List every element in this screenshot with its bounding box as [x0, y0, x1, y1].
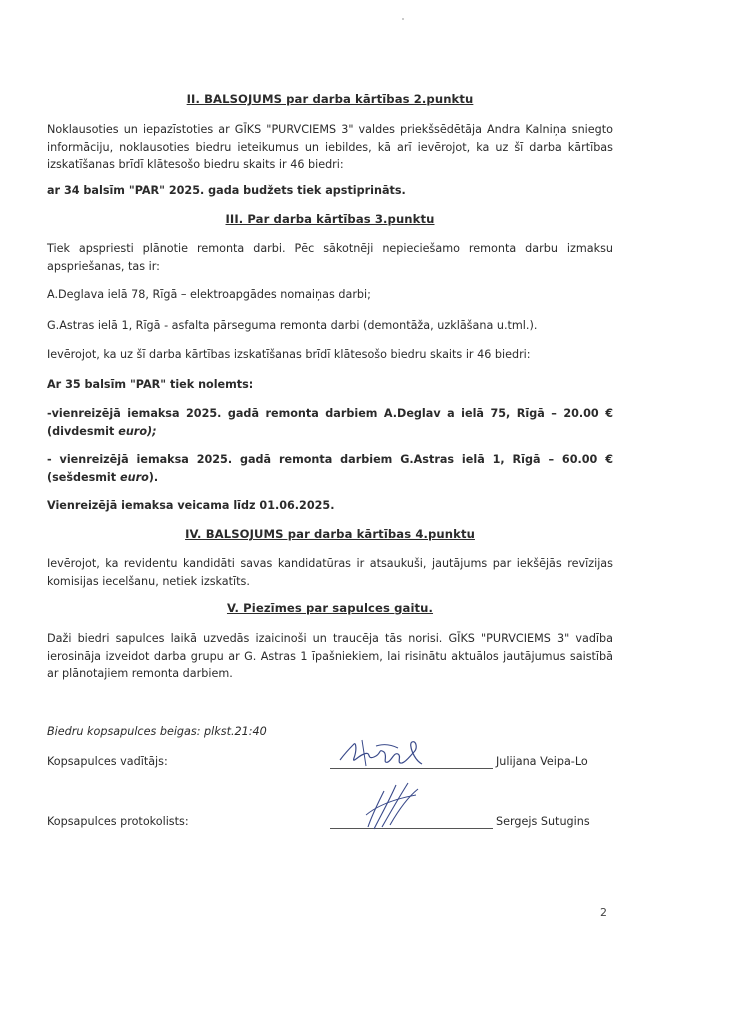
secretary-name: Sergejs Sutugins: [496, 815, 590, 828]
scan-speck: [402, 18, 404, 20]
meeting-end-time: Biedru kopsapulces beigas: plkst.21:40: [47, 725, 267, 738]
chair-label: Kopsapulces vadītājs:: [47, 755, 168, 768]
section-3-paragraph-2: Ievērojot, ka uz šī darba kārtības izskatīšanas brīdī klātesošo biedru skaits ir 46 biedri:: [47, 348, 531, 361]
section-3-decision: Ar 35 balsīm "PAR" tiek nolemts:: [47, 378, 254, 391]
section-5-paragraph: Daži biedri sapulces laikā uzvedās izaicinoši un traucēja tās norisi. GĪKS "PURVCIEMS 3" vadība ierosināja izveidot darba grupu ar G. Astras 1 īpašniekiem, lai risinātu aktuālos jautājumus saistībā ar plānotajiem remonta darbiem.: [47, 632, 613, 680]
section-3-deadline: Vienreizējā iemaksa veicama līdz 01.06.2025.: [47, 499, 335, 512]
payment-1-currency: euro);: [118, 424, 157, 438]
section-4-paragraph: Ievērojot, ka revidentu kandidāti savas kandidatūras ir atsaukuši, jautājums par iekšējās revīzijas komisijas iecelšanu, netiek izskatīts.: [47, 557, 613, 588]
section-2-heading: II. BALSOJUMS par darba kārtības 2.punktu: [186, 92, 474, 106]
section-2-paragraph: Noklausoties un iepazīstoties ar GĪKS "PURVCIEMS 3" valdes priekšsēdētāja Andra Kalniņa sniegto informāciju, noklausoties biedru ieteikumus un iebildes, kā arī ievērojot, ka uz šī darba kārtības izskatīšanas brīdī klātesošo biedru skaits ir 46 biedri:: [47, 123, 613, 171]
chair-signature: [332, 730, 442, 775]
section-3-heading: III. Par darba kārtības 3.punktu: [225, 212, 435, 226]
secretary-label: Kopsapulces protokolists:: [47, 815, 189, 828]
section-4-heading: IV. BALSOJUMS par darba kārtības 4.punktu: [185, 527, 475, 541]
chair-name: Julijana Veipa-Lo: [496, 755, 588, 768]
section-2-decision: ar 34 balsīm "PAR" 2025. gada budžets tiek apstiprināts.: [47, 184, 406, 197]
payment-2-end: ).: [148, 470, 159, 484]
payment-2-text: - vienreizējā iemaksa 2025. gadā remonta darbiem G.Astras ielā 1, Rīgā – 60.00 € (sešdesmit: [47, 453, 613, 484]
page-number: 2: [600, 906, 607, 919]
section-3-paragraph: Tiek apspriesti plānotie remonta darbi. Pēc sākotnēji nepieciešamo remonta darbu izmaksu apspriešanas, tas ir:: [47, 242, 613, 273]
section-5-heading: V. Piezīmes par sapulces gaitu.: [226, 601, 434, 615]
section-3-payment-2: [47, 451, 613, 486]
section-3-item-2: G.Astras ielā 1, Rīgā - asfalta pārseguma remonta darbi (demontāža, uzklāšana u.tml.).: [47, 319, 538, 332]
section-3-payment-1: [47, 405, 613, 440]
secretary-signature: [358, 775, 428, 835]
payment-1-text: -vienreizējā iemaksa 2025. gadā remonta darbiem A.Deglav a ielā 75, Rīgā – 20.00 € (divdesmit: [47, 407, 613, 438]
section-3-item-1: A.Deglava ielā 78, Rīgā – elektroapgādes nomaiņas darbi;: [47, 288, 371, 301]
payment-2-currency: euro: [120, 470, 149, 484]
